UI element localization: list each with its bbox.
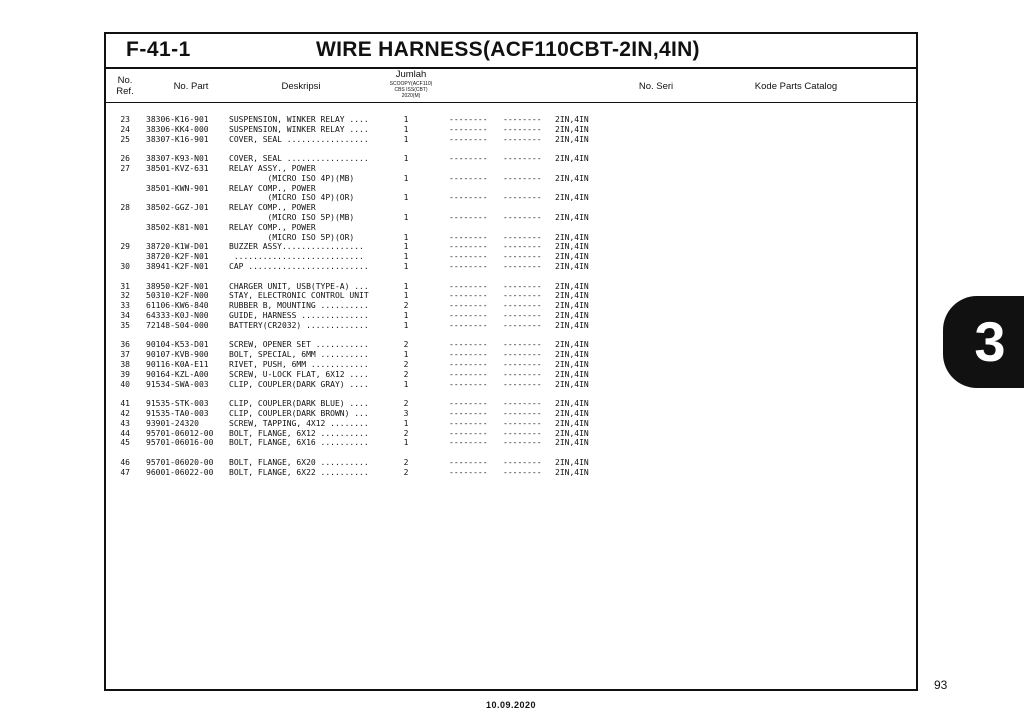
column-header-desc: Deskripsi — [281, 81, 321, 92]
dash-cell-2: -------- — [503, 408, 542, 418]
dash-cell-2: -------- — [503, 350, 542, 360]
description-cell: GUIDE, HARNESS .............. — [229, 310, 369, 320]
quantity-cell: 2 — [403, 301, 409, 311]
ref-cell: 31 — [120, 281, 130, 291]
column-header-ref-line1: No. — [117, 75, 133, 86]
dash-cell-2: -------- — [503, 301, 542, 311]
serial-cell: 2IN,4IN — [555, 193, 589, 203]
description-cell: CHARGER UNIT, USB(TYPE-A) ... — [229, 281, 369, 291]
part-number-cell: 38720-K1W-D01 — [146, 242, 209, 252]
table-row — [106, 321, 916, 331]
table-row — [106, 311, 916, 321]
quantity-cell: 1 — [403, 291, 409, 301]
table-row — [106, 135, 916, 145]
serial-cell: 2IN,4IN — [555, 369, 589, 379]
quantity-cell: 1 — [403, 242, 409, 252]
serial-cell: 2IN,4IN — [555, 134, 589, 144]
quantity-cell: 1 — [403, 281, 409, 291]
ref-cell: 42 — [120, 408, 130, 418]
dash-cell-2: -------- — [503, 193, 542, 203]
quantity-cell: 1 — [403, 115, 409, 124]
dash-cell-1: -------- — [449, 281, 488, 291]
row-spacer — [106, 389, 916, 399]
description-cell: SUSPENSION, WINKER RELAY .... — [229, 124, 369, 134]
serial-cell: 2IN,4IN — [555, 428, 589, 438]
part-number-cell: 38501-KWN-901 — [146, 183, 209, 193]
serial-cell: 2IN,4IN — [555, 115, 589, 124]
table-row — [106, 409, 916, 419]
ref-cell: 26 — [120, 154, 130, 164]
part-number-cell: 38306-KK4-000 — [146, 124, 209, 134]
dash-cell-1: -------- — [449, 350, 488, 360]
serial-cell: 2IN,4IN — [555, 281, 589, 291]
column-header-serial: No. Seri — [638, 81, 674, 92]
row-spacer — [106, 272, 916, 282]
quantity-cell: 1 — [403, 173, 409, 183]
quantity-cell: 1 — [403, 310, 409, 320]
dash-cell-1: -------- — [449, 154, 488, 164]
quantity-cell: 1 — [403, 134, 409, 144]
table-row — [106, 193, 916, 203]
part-number-cell: 38941-K2F-N01 — [146, 261, 209, 271]
column-header-ref — [110, 75, 140, 97]
dash-cell-1: -------- — [449, 369, 488, 379]
part-number-cell: 64333-K0J-N00 — [146, 310, 209, 320]
ref-cell: 38 — [120, 359, 130, 369]
description-cell: CLIP, COUPLER(DARK BROWN) ... — [229, 408, 369, 418]
ref-cell: 34 — [120, 310, 130, 320]
serial-cell: 2IN,4IN — [555, 212, 589, 222]
table-row — [106, 380, 916, 390]
description-cell: CLIP, COUPLER(DARK BLUE) .... — [229, 399, 369, 409]
ref-cell: 27 — [120, 163, 130, 173]
table-row — [106, 458, 916, 468]
quantity-cell: 1 — [403, 212, 409, 222]
table-row — [106, 223, 916, 233]
serial-cell: 2IN,4IN — [555, 252, 589, 262]
dash-cell-1: -------- — [449, 261, 488, 271]
description-cell: BOLT, FLANGE, 6X12 .......... — [229, 428, 369, 438]
dash-cell-1: -------- — [449, 115, 488, 124]
dash-cell-1: -------- — [449, 232, 488, 242]
description-cell: RELAY COMP., POWER — [229, 183, 316, 193]
dash-cell-2: -------- — [503, 242, 542, 252]
description-cell: BATTERY(CR2032) ............. — [229, 320, 369, 330]
quantity-cell: 1 — [403, 193, 409, 203]
part-number-cell: 95701-06020-00 — [146, 457, 214, 467]
dash-cell-1: -------- — [449, 252, 488, 262]
ref-cell: 41 — [120, 399, 130, 409]
row-spacer — [106, 331, 916, 341]
dash-cell-2: -------- — [503, 369, 542, 379]
serial-cell: 2IN,4IN — [555, 359, 589, 369]
table-row — [106, 340, 916, 350]
dash-cell-2: -------- — [503, 212, 542, 222]
part-number-cell: 93901-24320 — [146, 418, 199, 428]
part-number-cell: 61106-KW6-840 — [146, 301, 209, 311]
ref-cell: 23 — [120, 115, 130, 124]
table-row — [106, 301, 916, 311]
dash-cell-1: -------- — [449, 173, 488, 183]
dash-cell-1: -------- — [449, 418, 488, 428]
description-cell: RUBBER B, MOUNTING .......... — [229, 301, 369, 311]
dash-cell-1: -------- — [449, 134, 488, 144]
dash-cell-2: -------- — [503, 428, 542, 438]
print-date: 10.09.2020 — [486, 700, 537, 710]
ref-cell: 33 — [120, 301, 130, 311]
description-cell: RELAY COMP., POWER — [229, 222, 316, 232]
column-header-qty-sub3: 2020(M) — [401, 93, 421, 99]
table-row — [106, 213, 916, 223]
column-header-qty-sub1: SCOOPY(ACF110) — [389, 81, 433, 87]
part-number-cell: 90116-K0A-E11 — [146, 359, 209, 369]
page-title: WIRE HARNESS(ACF110CBT-2IN,4IN) — [316, 38, 700, 61]
part-number-cell: 38501-KVZ-631 — [146, 163, 209, 173]
table-row — [106, 203, 916, 213]
description-cell: SCREW, TAPPING, 4X12 ........ — [229, 418, 369, 428]
description-cell: ........................... — [229, 252, 364, 262]
part-number-cell: 50310-K2F-N00 — [146, 291, 209, 301]
description-cell: BOLT, FLANGE, 6X20 .......... — [229, 457, 369, 467]
ref-cell: 25 — [120, 134, 130, 144]
quantity-cell: 2 — [403, 369, 409, 379]
dash-cell-1: -------- — [449, 467, 488, 477]
dash-cell-2: -------- — [503, 261, 542, 271]
part-number-cell: 38502-GGZ-J01 — [146, 203, 209, 213]
ref-cell: 24 — [120, 124, 130, 134]
dash-cell-2: -------- — [503, 340, 542, 350]
ref-cell: 36 — [120, 340, 130, 350]
part-number-cell: 38502-K81-N01 — [146, 222, 209, 232]
part-number-cell: 38307-K16-901 — [146, 134, 209, 144]
dash-cell-1: -------- — [449, 310, 488, 320]
table-row — [106, 125, 916, 135]
quantity-cell: 2 — [403, 457, 409, 467]
quantity-cell: 1 — [403, 232, 409, 242]
serial-cell: 2IN,4IN — [555, 457, 589, 467]
column-header-qty-sub2: CBS ISS(CBT) — [394, 87, 428, 93]
dash-cell-1: -------- — [449, 340, 488, 350]
ref-cell: 35 — [120, 320, 130, 330]
dash-cell-1: -------- — [449, 291, 488, 301]
dash-cell-1: -------- — [449, 438, 488, 448]
serial-cell: 2IN,4IN — [555, 408, 589, 418]
ref-cell: 39 — [120, 369, 130, 379]
part-number-cell: 90104-K53-D01 — [146, 340, 209, 350]
row-spacer — [106, 448, 916, 458]
dash-cell-1: -------- — [449, 212, 488, 222]
dash-cell-1: -------- — [449, 193, 488, 203]
table-row — [106, 164, 916, 174]
parts-list — [106, 115, 916, 477]
table-row — [106, 370, 916, 380]
description-cell: (MICRO ISO 4P)(MB) — [229, 173, 355, 183]
dash-cell-1: -------- — [449, 408, 488, 418]
part-number-cell: 91534-SWA-003 — [146, 379, 209, 389]
dash-cell-2: -------- — [503, 359, 542, 369]
quantity-cell: 2 — [403, 428, 409, 438]
dash-cell-2: -------- — [503, 418, 542, 428]
dash-cell-1: -------- — [449, 124, 488, 134]
serial-cell: 2IN,4IN — [555, 301, 589, 311]
column-header-qty: Jumlah — [395, 69, 427, 80]
part-number-cell: 38306-K16-901 — [146, 115, 209, 124]
quantity-cell: 2 — [403, 399, 409, 409]
table-row — [106, 252, 916, 262]
table-row — [106, 115, 916, 125]
quantity-cell: 1 — [403, 154, 409, 164]
quantity-cell: 1 — [403, 418, 409, 428]
table-row — [106, 468, 916, 478]
serial-cell: 2IN,4IN — [555, 320, 589, 330]
dash-cell-2: -------- — [503, 115, 542, 124]
table-row — [106, 154, 916, 164]
description-cell: BOLT, SPECIAL, 6MM .......... — [229, 350, 369, 360]
serial-cell: 2IN,4IN — [555, 232, 589, 242]
dash-cell-2: -------- — [503, 154, 542, 164]
table-row — [106, 282, 916, 292]
dash-cell-2: -------- — [503, 281, 542, 291]
column-header-catalog: Kode Parts Catalog — [754, 81, 838, 92]
description-cell: BOLT, FLANGE, 6X22 .......... — [229, 467, 369, 477]
row-spacer — [106, 144, 916, 154]
ref-cell: 29 — [120, 242, 130, 252]
description-cell: CLIP, COUPLER(DARK GRAY) .... — [229, 379, 369, 389]
serial-cell: 2IN,4IN — [555, 418, 589, 428]
part-number-cell: 91535-TA0-003 — [146, 408, 209, 418]
part-number-cell: 38307-K93-N01 — [146, 154, 209, 164]
dash-cell-1: -------- — [449, 428, 488, 438]
serial-cell: 2IN,4IN — [555, 399, 589, 409]
table-row — [106, 233, 916, 243]
description-cell: CAP ......................... — [229, 261, 369, 271]
serial-cell: 2IN,4IN — [555, 173, 589, 183]
part-number-cell: 72148-S04-000 — [146, 320, 209, 330]
dash-cell-2: -------- — [503, 320, 542, 330]
quantity-cell: 1 — [403, 438, 409, 448]
dash-cell-2: -------- — [503, 291, 542, 301]
serial-cell: 2IN,4IN — [555, 242, 589, 252]
ref-cell: 30 — [120, 261, 130, 271]
table-row — [106, 399, 916, 409]
page-number: 93 — [934, 678, 948, 692]
ref-cell: 43 — [120, 418, 130, 428]
part-number-cell: 90164-KZL-A00 — [146, 369, 209, 379]
dash-cell-2: -------- — [503, 134, 542, 144]
table-row — [106, 262, 916, 272]
part-number-cell: 90107-KVB-900 — [146, 350, 209, 360]
dash-cell-2: -------- — [503, 124, 542, 134]
table-row — [106, 242, 916, 252]
table-row — [106, 360, 916, 370]
dash-cell-2: -------- — [503, 379, 542, 389]
description-cell: RELAY COMP., POWER — [229, 203, 316, 213]
description-cell: RIVET, PUSH, 6MM ............ — [229, 359, 369, 369]
ref-cell: 37 — [120, 350, 130, 360]
ref-cell: 32 — [120, 291, 130, 301]
part-number-cell: 38950-K2F-N01 — [146, 281, 209, 291]
quantity-cell: 2 — [403, 467, 409, 477]
ref-cell: 40 — [120, 379, 130, 389]
column-header-ref-line2: Ref. — [116, 86, 134, 97]
description-cell: SCREW, OPENER SET ........... — [229, 340, 369, 350]
parts-table-frame — [104, 32, 918, 691]
ref-cell: 45 — [120, 438, 130, 448]
ref-cell: 28 — [120, 203, 130, 213]
section-tab-number: 3 — [974, 310, 1006, 373]
serial-cell: 2IN,4IN — [555, 154, 589, 164]
dash-cell-2: -------- — [503, 310, 542, 320]
serial-cell: 2IN,4IN — [555, 124, 589, 134]
serial-cell: 2IN,4IN — [555, 340, 589, 350]
dash-cell-2: -------- — [503, 173, 542, 183]
quantity-cell: 1 — [403, 252, 409, 262]
quantity-cell: 1 — [403, 350, 409, 360]
description-cell: BUZZER ASSY................. — [229, 242, 364, 252]
dash-cell-2: -------- — [503, 232, 542, 242]
dash-cell-2: -------- — [503, 399, 542, 409]
table-row — [106, 174, 916, 184]
serial-cell: 2IN,4IN — [555, 467, 589, 477]
table-row — [106, 184, 916, 194]
table-title-bar — [106, 34, 916, 69]
description-cell: RELAY ASSY., POWER — [229, 163, 316, 173]
part-number-cell: 95701-06016-00 — [146, 438, 214, 448]
dash-cell-1: -------- — [449, 301, 488, 311]
description-cell: COVER, SEAL ................. — [229, 134, 369, 144]
description-cell: SUSPENSION, WINKER RELAY .... — [229, 115, 369, 124]
table-row — [106, 438, 916, 448]
part-number-cell: 95701-06012-00 — [146, 428, 214, 438]
part-number-cell: 38720-K2F-N01 — [146, 252, 209, 262]
description-cell: (MICRO ISO 4P)(OR) — [229, 193, 355, 203]
quantity-cell: 1 — [403, 261, 409, 271]
ref-cell: 46 — [120, 457, 130, 467]
ref-cell: 44 — [120, 428, 130, 438]
dash-cell-2: -------- — [503, 467, 542, 477]
description-cell: (MICRO ISO 5P)(MB) — [229, 212, 355, 222]
dash-cell-1: -------- — [449, 320, 488, 330]
serial-cell: 2IN,4IN — [555, 261, 589, 271]
description-cell: COVER, SEAL ................. — [229, 154, 369, 164]
column-header-part: No. Part — [173, 81, 209, 92]
quantity-cell: 2 — [403, 359, 409, 369]
dash-cell-1: -------- — [449, 359, 488, 369]
quantity-cell: 1 — [403, 124, 409, 134]
serial-cell: 2IN,4IN — [555, 350, 589, 360]
table-row — [106, 419, 916, 429]
description-cell: SCREW, U-LOCK FLAT, 6X12 .... — [229, 369, 369, 379]
ref-cell: 47 — [120, 467, 130, 477]
table-row — [106, 291, 916, 301]
dash-cell-2: -------- — [503, 457, 542, 467]
serial-cell: 2IN,4IN — [555, 379, 589, 389]
dash-cell-1: -------- — [449, 379, 488, 389]
section-tab — [943, 296, 1024, 388]
serial-cell: 2IN,4IN — [555, 291, 589, 301]
part-number-cell: 91535-STK-003 — [146, 399, 209, 409]
sheet-code: F-41-1 — [126, 38, 191, 61]
description-cell: STAY, ELECTRONIC CONTROL UNIT — [229, 291, 369, 301]
dash-cell-1: -------- — [449, 457, 488, 467]
quantity-cell: 1 — [403, 379, 409, 389]
quantity-cell: 3 — [403, 408, 409, 418]
dash-cell-1: -------- — [449, 399, 488, 409]
serial-cell: 2IN,4IN — [555, 310, 589, 320]
part-number-cell: 96001-06022-00 — [146, 467, 214, 477]
table-row — [106, 429, 916, 439]
dash-cell-2: -------- — [503, 252, 542, 262]
dash-cell-1: -------- — [449, 242, 488, 252]
description-cell: (MICRO ISO 5P)(OR) — [229, 232, 355, 242]
serial-cell: 2IN,4IN — [555, 438, 589, 448]
quantity-cell: 2 — [403, 340, 409, 350]
column-header-row — [106, 69, 916, 103]
description-cell: BOLT, FLANGE, 6X16 .......... — [229, 438, 369, 448]
quantity-cell: 1 — [403, 320, 409, 330]
dash-cell-2: -------- — [503, 438, 542, 448]
table-row — [106, 350, 916, 360]
